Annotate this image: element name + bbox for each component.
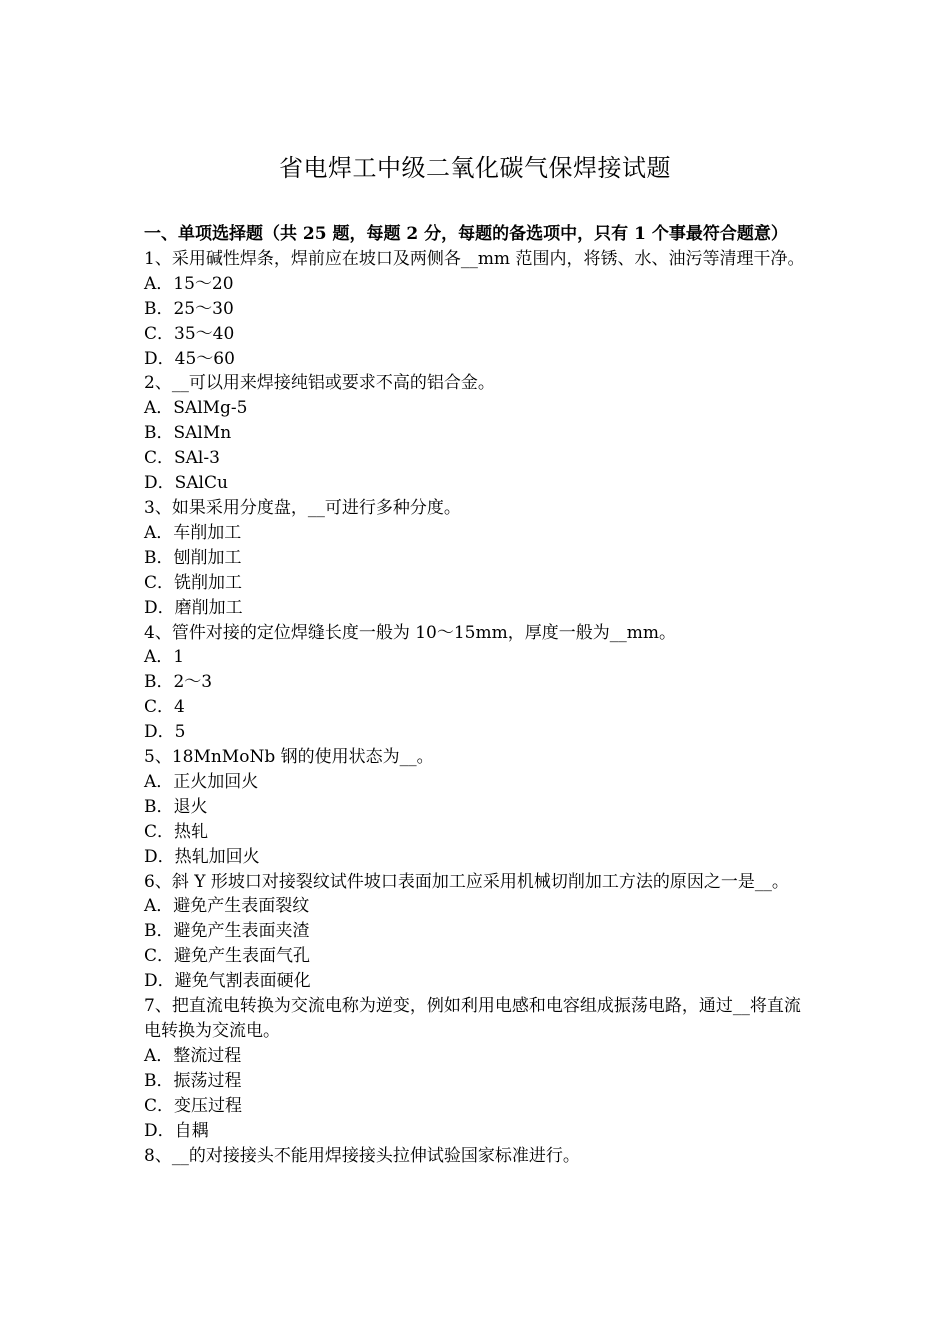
question-stem: 8、__的对接接头不能用焊接接头拉伸试验国家标准进行。 xyxy=(144,1145,580,1166)
option-d: D．SAlCu xyxy=(144,473,228,494)
question-list xyxy=(144,222,812,1168)
option-d: D．自耦 xyxy=(144,1120,209,1141)
question-stem: 6、斜 Y 形坡口对接裂纹试件坡口表面加工应采用机械切削加工方法的原因之一是__。 xyxy=(144,871,789,892)
option-a: A．车削加工 xyxy=(144,522,242,543)
question-8 xyxy=(144,1144,812,1169)
option-d: D．5 xyxy=(144,722,186,743)
option-a: A．SAlMg-5 xyxy=(144,398,248,419)
question-stem: 4、管件对接的定位焊缝长度一般为 10～15mm，厚度一般为__mm。 xyxy=(144,622,676,643)
option-c: C．铣削加工 xyxy=(144,572,243,593)
document-title: 省电焊工中级二氧化碳气保焊接试题 xyxy=(279,154,671,182)
option-d: D．45～60 xyxy=(144,348,235,369)
question-stem: 7、把直流电转换为交流电称为逆变，例如利用电感和电容组成振荡电路，通过__将直流电转换为交流电。 xyxy=(144,996,801,1041)
option-b: B．退火 xyxy=(144,796,208,817)
option-a: A．1 xyxy=(144,647,185,668)
option-b: B．25～30 xyxy=(144,298,234,319)
question-stem: 1、采用碱性焊条，焊前应在坡口及两侧各__mm 范围内，将锈、水、油污等清理干净。 xyxy=(144,248,805,269)
option-d: D．热轧加回火 xyxy=(144,846,260,867)
option-a: A．整流过程 xyxy=(144,1045,242,1066)
section-heading: 一、单项选择题（共 25 题，每题 2 分，每题的备选项中，只有 1 个事最符合题意） xyxy=(144,224,788,244)
option-c: C．避免产生表面气孔 xyxy=(144,946,311,967)
option-a: A．正火加回火 xyxy=(144,771,259,792)
question-stem: 3、如果采用分度盘，__可进行多种分度。 xyxy=(144,497,461,518)
option-c: C．SAl-3 xyxy=(144,448,220,469)
option-c: C．热轧 xyxy=(144,821,209,842)
option-b: B．振荡过程 xyxy=(144,1070,242,1091)
option-c: C．35～40 xyxy=(144,323,235,344)
question-6 xyxy=(144,870,812,995)
option-c: C．变压过程 xyxy=(144,1095,243,1116)
question-5 xyxy=(144,745,812,870)
option-a: A．避免产生表面裂纹 xyxy=(144,896,310,917)
option-c: C．4 xyxy=(144,697,185,718)
option-b: B．SAlMn xyxy=(144,423,232,444)
question-stem: 2、__可以用来焊接纯铝或要求不高的铝合金。 xyxy=(144,373,495,394)
option-d: D．磨削加工 xyxy=(144,597,243,618)
question-4 xyxy=(144,621,812,746)
question-3 xyxy=(144,496,812,621)
question-stem: 5、18MnMoNb 钢的使用状态为__。 xyxy=(144,747,434,768)
option-d: D．避免气割表面硬化 xyxy=(144,971,311,992)
question-1 xyxy=(144,247,812,372)
option-b: B．刨削加工 xyxy=(144,547,242,568)
option-b: B．2～3 xyxy=(144,672,213,693)
question-2 xyxy=(144,371,812,496)
option-a: A．15～20 xyxy=(144,273,234,294)
option-b: B．避免产生表面夹渣 xyxy=(144,921,310,942)
question-7 xyxy=(144,994,812,1143)
